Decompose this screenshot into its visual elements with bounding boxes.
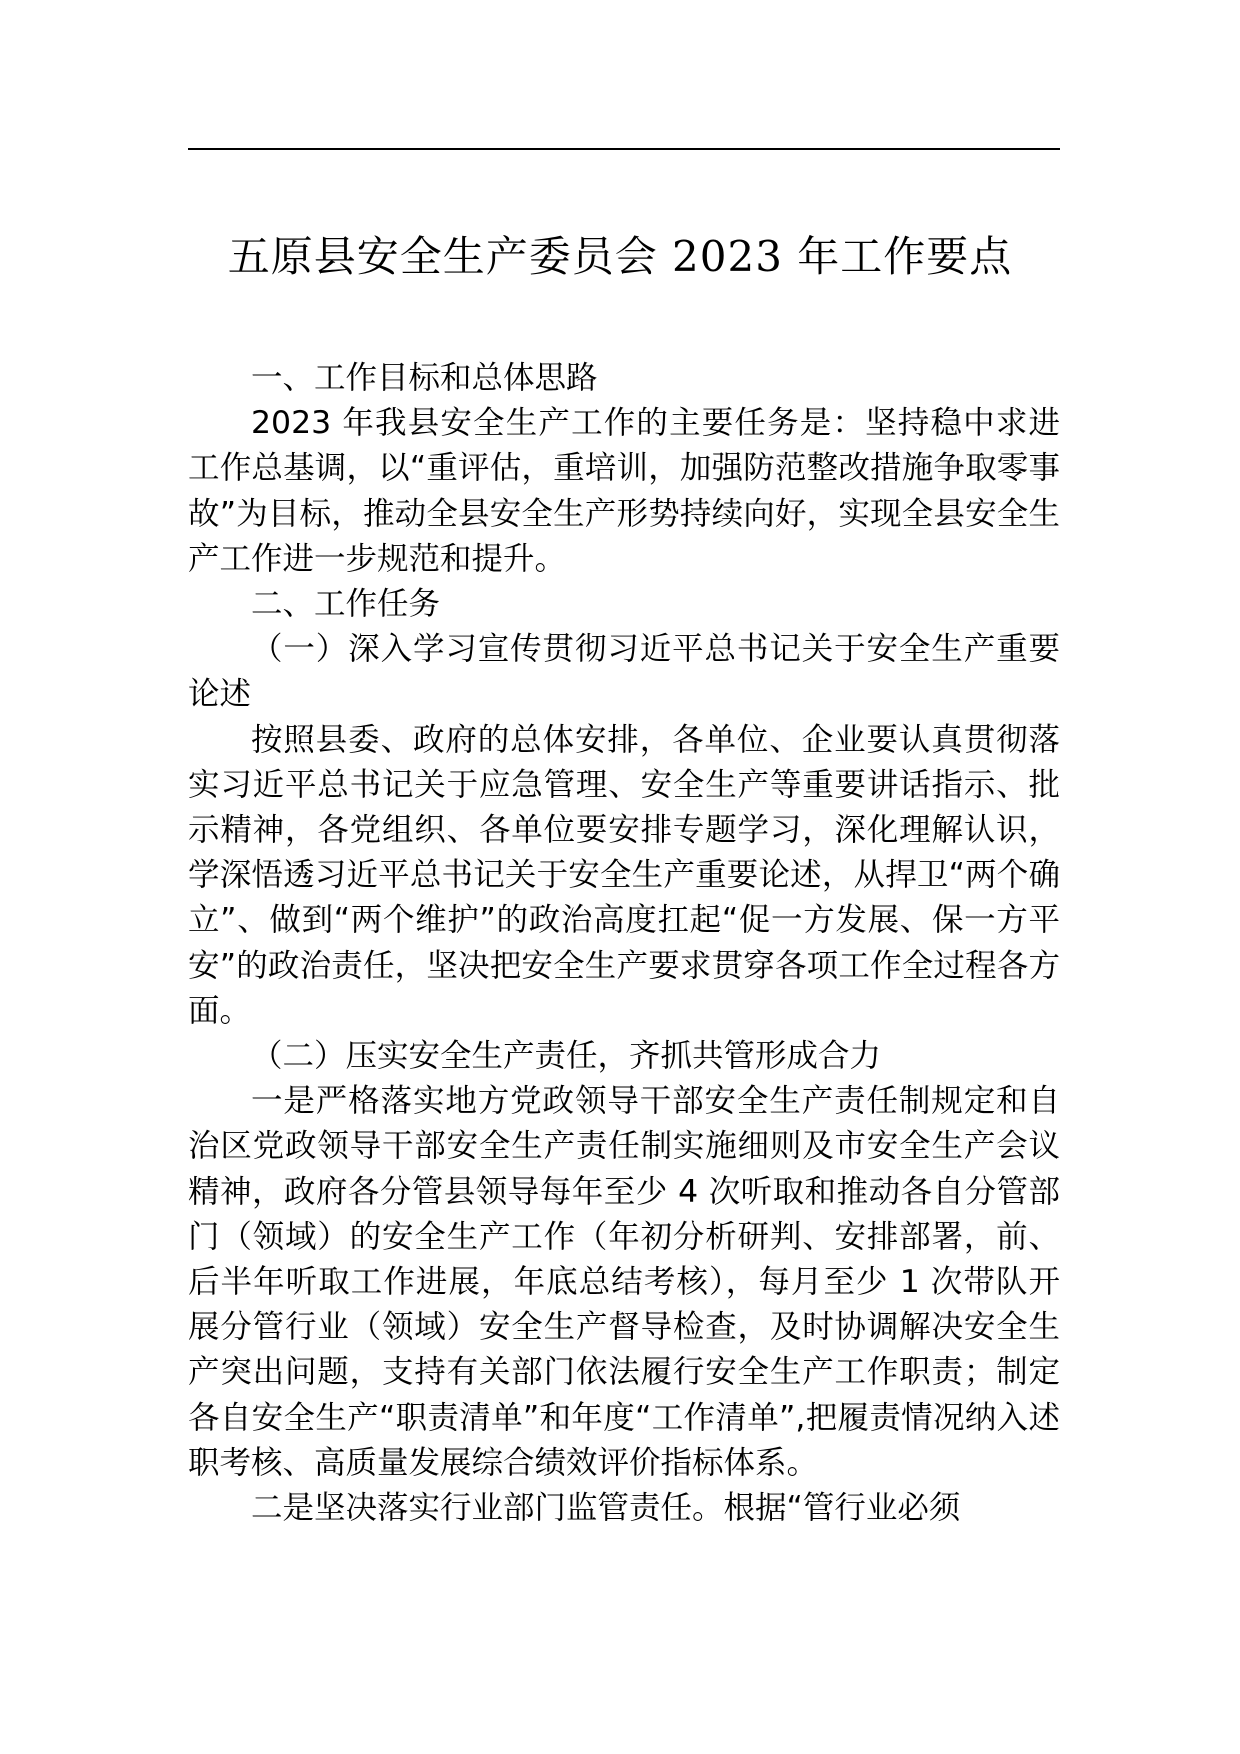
paragraph-responsibility-one: 一是严格落实地方党政领导干部安全生产责任制规定和自治区党政领导干部安全生产责任制实施细则及市安全生产会议精神，政府各分管县领导每年至少 4 次听取和推动各自分管部门（领域）的安全生产工作（年初分析研判、安排部署，前、后半年听取工作进展，年底总结考核），每月至少 1 次带队开展分管行业（领域）安全生产督导检查，及时协调解决安全生产突出问题，支持有关部门依法履行安全生产工作职责；制定各自安全生产“职责清单”和年度“工作清单”,把履责情况纳入述职考核、高质量发展综合绩效评价指标体系。 xyxy=(188,1083,1060,1481)
paragraph-responsibility-two: 二是坚决落实行业部门监管责任。根据“管行业必须 xyxy=(251,1490,961,1527)
paragraph-study: 按照县委、政府的总体安排，各单位、企业要认真贯彻落实习近平总书记关于应急管理、安全生产等重要讲话指示、批示精神，各党组织、各单位要安排专题学习，深化理解认识，学深悟透习近平总书记关于安全生产重要论述，从捍卫“两个确立”、做到“两个维护”的政治高度扛起“促一方发展、保一方平安”的政治责任，坚决把安全生产要求贯穿各项工作全过程各方面。 xyxy=(188,721,1060,1029)
document-body xyxy=(188,356,1060,1531)
subheading-study: （一）深入学习宣传贯彻习近平总书记关于安全生产重要论述 xyxy=(188,631,1060,713)
paragraph-main-task: 2023 年我县安全生产工作的主要任务是：坚持稳中求进工作总基调，以“重评估，重培训，加强防范整改措施争取零事故”为目标，推动全县安全生产形势持续向好，实现全县安全生产工作进一步规范和提升。 xyxy=(188,405,1060,577)
header-rule xyxy=(188,148,1060,150)
section-heading-tasks: 二、工作任务 xyxy=(251,586,441,623)
subheading-responsibility: （二）压实安全生产责任，齐抓共管形成合力 xyxy=(251,1038,882,1075)
document-title: 五原县安全生产委员会 2023 年工作要点 xyxy=(227,232,1013,281)
section-heading-goals: 一、工作目标和总体思路 xyxy=(251,360,598,396)
